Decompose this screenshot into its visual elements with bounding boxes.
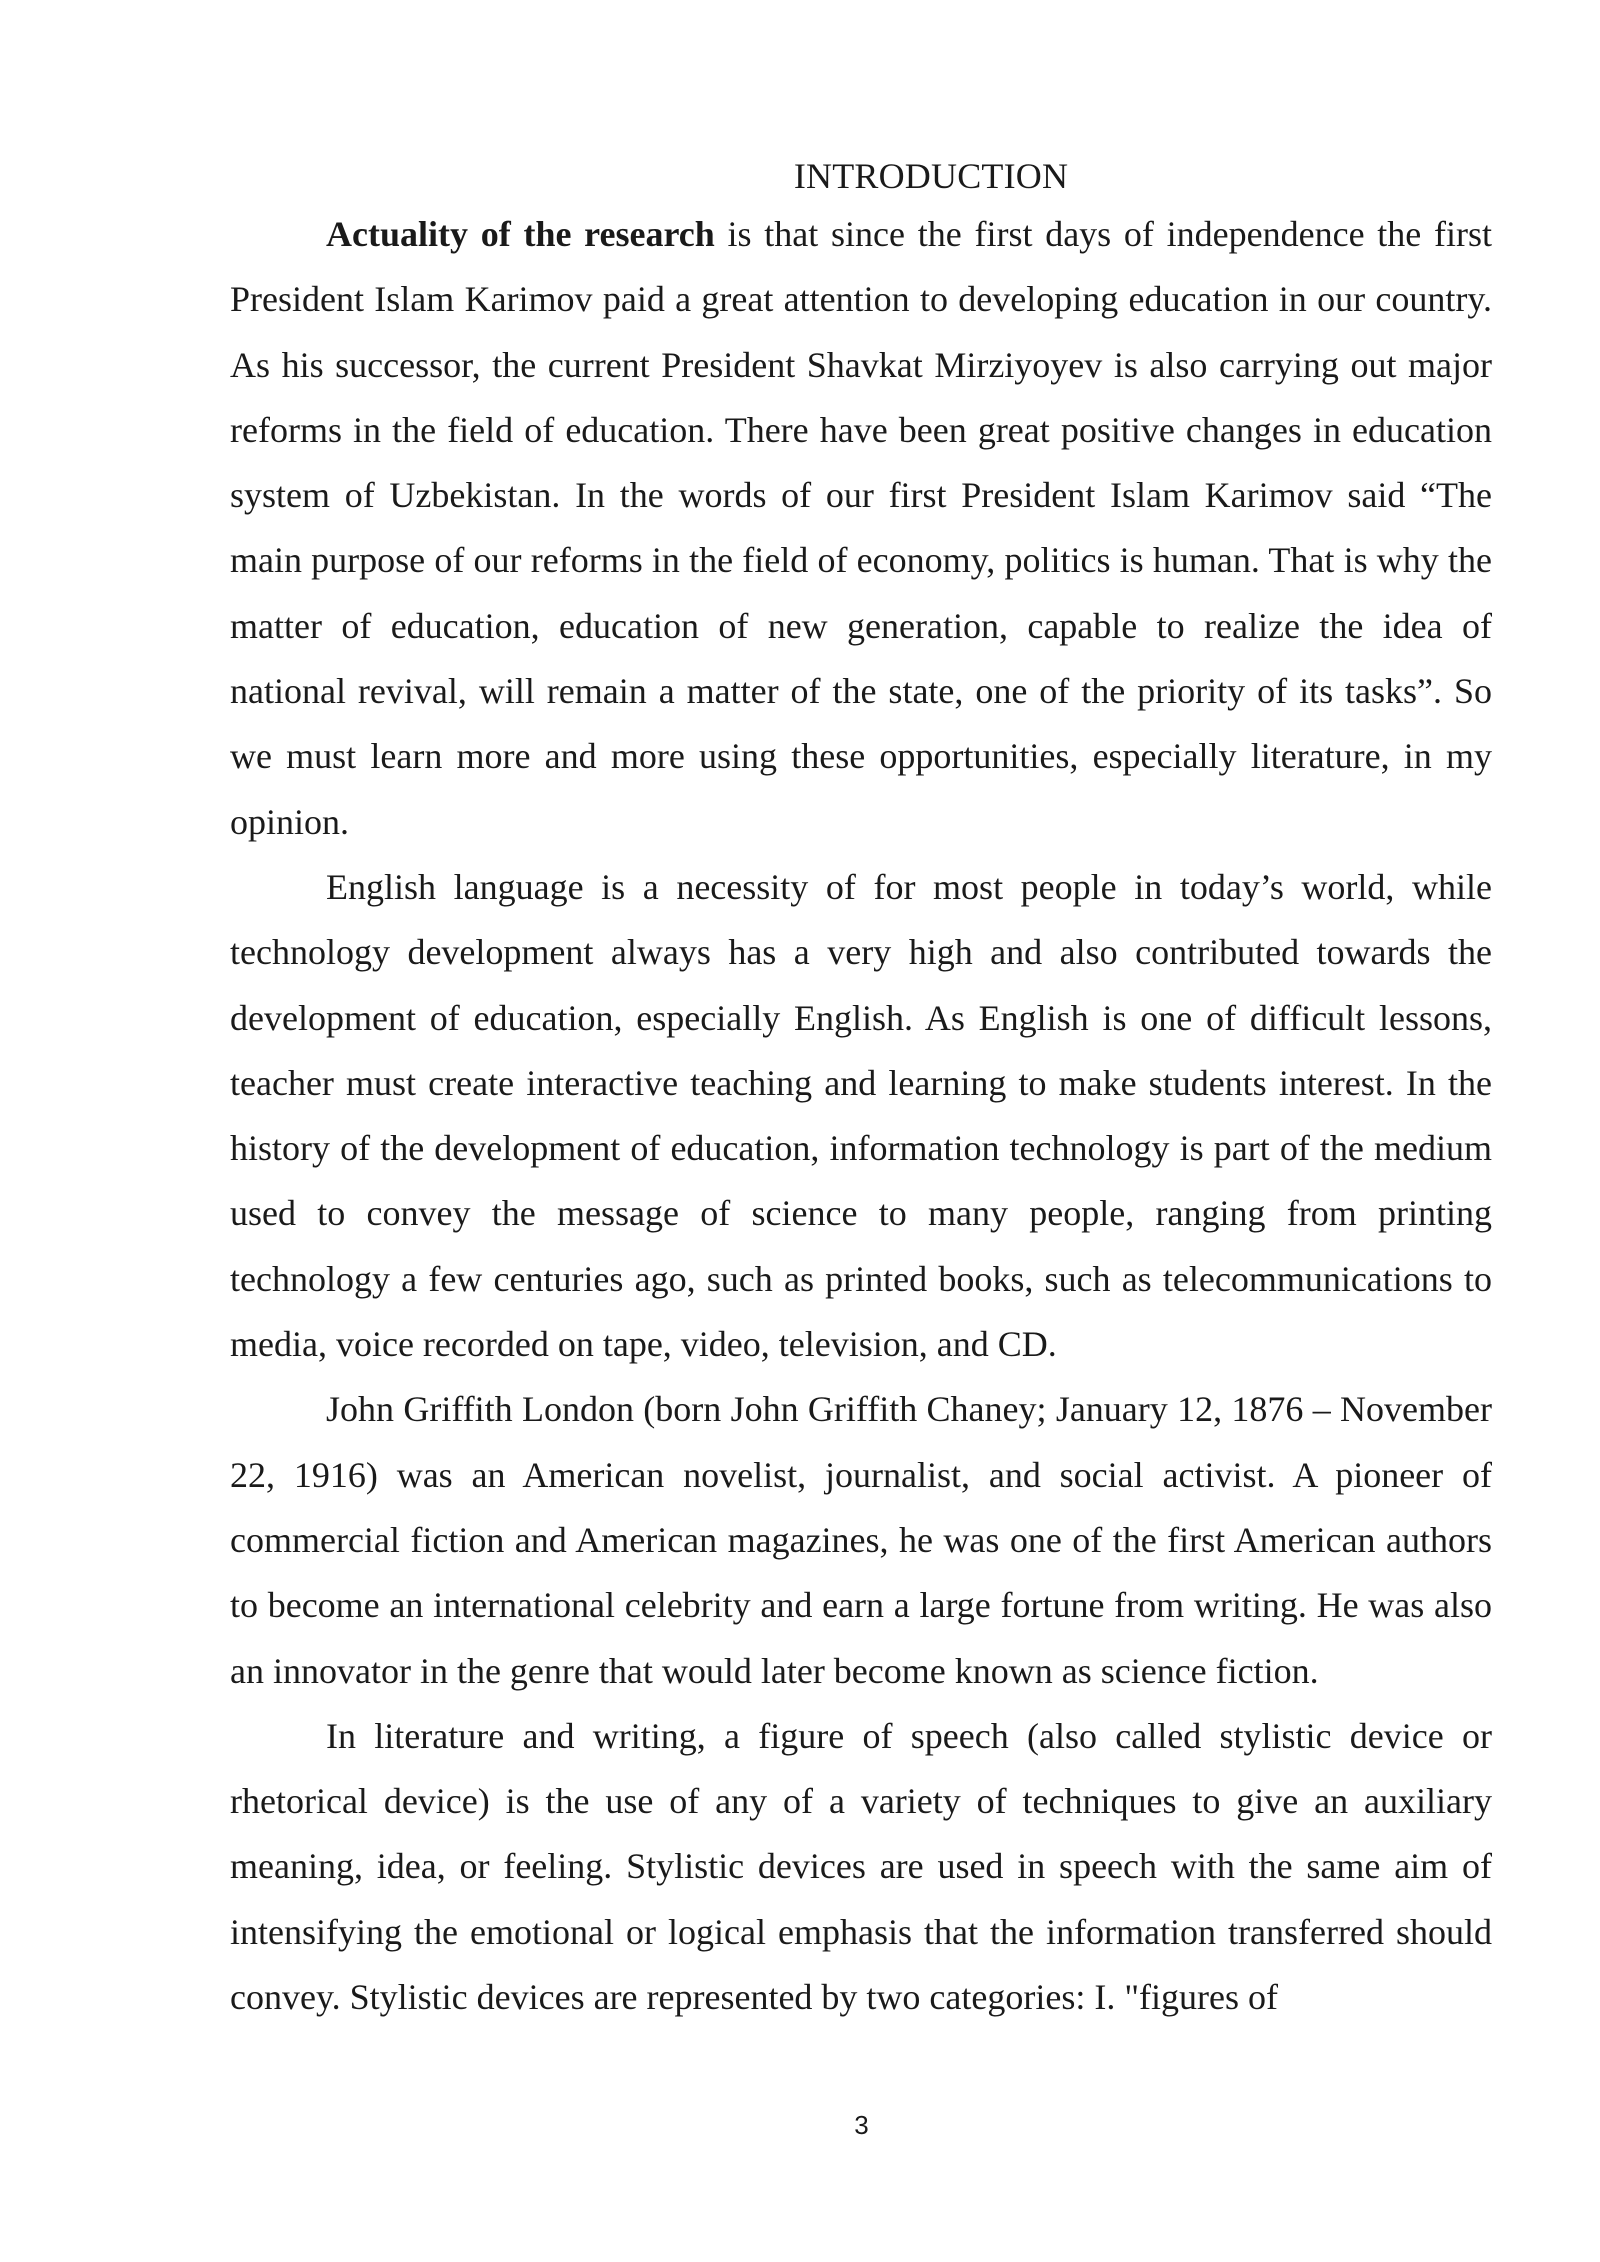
paragraph-lead-bold: Actuality of the research	[326, 214, 715, 254]
page-title: INTRODUCTION	[793, 156, 1069, 196]
page-content	[230, 150, 1492, 2030]
paragraph-text: is that since the first days of independence the first President Islam Karimov paid a great attention to developing education in our country. As his successor, the current President Shavkat Mirziyoyev is also carrying out major reforms in the field of education. There have been great positive changes in education system of Uzbekistan. In the words of our first President Islam Karimov said “The main purpose of our reforms in the field of economy, politics is human. That is why the matter of education, education of new generation, capable to realize the idea of national revival, will remain a matter of the state, one of the priority of its tasks”. So we must learn more and more using these opportunities, especially literature, in my opinion.	[230, 214, 1493, 842]
page-number: 3	[854, 2110, 869, 2140]
paragraph-actuality	[230, 202, 1492, 855]
paragraph-english-language: English language is a necessity of for most people in today’s world, while technology development always has a very high and also contributed towards the development of education, especially English. As English is one of difficult lessons, teacher must create interactive teaching and learning to make students interest. In the history of the development of education, information technology is part of the medium used to convey the message of science to many people, ranging from printing technology a few centuries ago, such as printed books, such as telecommunications to media, voice recorded on tape, video, television, and CD.	[230, 866, 1492, 1365]
paragraph-jack-london: John Griffith London (born John Griffith Chaney; January 12, 1876 – November 22, 1916) was an American novelist, journalist, and social activist. A pioneer of commercial fiction and American magazines, he was one of the first American authors to become an international celebrity and earn a large fortune from writing. He was also an innovator in the genre that would later become known as science fiction.	[230, 1389, 1492, 1691]
paragraph-figure-of-speech: In literature and writing, a figure of speech (also called stylistic device or rhetorical device) is the use of any of a variety of techniques to give an auxiliary meaning, idea, or feeling. Stylistic devices are used in speech with the same aim of intensifying the emotional or logical emphasis that the information transferred should convey. Stylistic devices are represented by two categories: I. "figures of	[230, 1715, 1492, 2018]
